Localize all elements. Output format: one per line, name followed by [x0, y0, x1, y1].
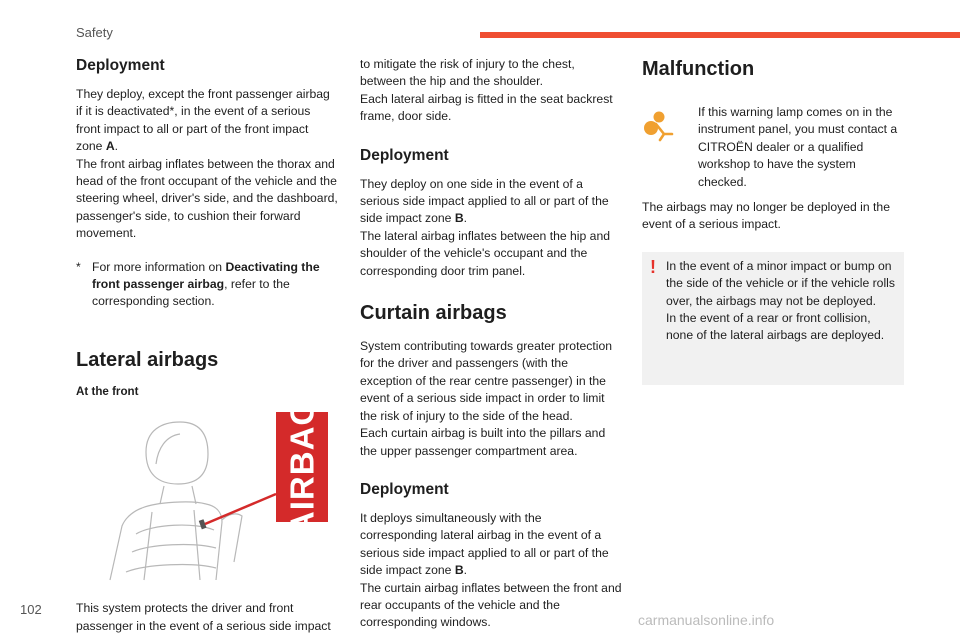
curtain-deploy-paragraph-2: The curtain airbag inflates between the front and rear occupants of the vehicle and the corresponding windows.: [360, 580, 622, 630]
malfunction-heading: Malfunction: [642, 58, 755, 80]
seat-airbag-illustration: [76, 399, 338, 590]
lateral-deploy-paragraph-2: The lateral airbag inflates between the hip and shoulder of the vehicle's occupant and the corresponding door trim panel.: [360, 228, 611, 278]
caution-box: [642, 252, 904, 385]
lateral-airbags-heading: Lateral airbags: [76, 348, 219, 371]
lateral-deploy-paragraph-1: They deploy on one side in the event of a serious side impact applied to all or part of the side impact zone B.: [360, 176, 609, 226]
deployment-heading: Deployment: [76, 57, 165, 74]
footnote-mark: *: [76, 259, 81, 274]
warning-lamp-row: [642, 104, 904, 191]
column-1: [76, 56, 338, 635]
page-number: 102: [20, 602, 42, 617]
airbag-label: AIRBAG: [283, 399, 321, 536]
deployment-paragraph-1: They deploy, except the front passenger airbag if it is deactivated*, in the event of a serious front impact to all or part of the front impact zone A.: [76, 87, 330, 154]
no-deploy-paragraph: The airbags may no longer be deployed in the event of a serious impact.: [642, 200, 890, 232]
curtain-paragraph-2: Each curtain airbag is built into the pillars and the upper passenger compartment area.: [360, 426, 606, 458]
watermark: carmanualsonline.info: [638, 612, 775, 628]
airbag-warning-lamp-icon: [642, 110, 676, 142]
curtain-deploy-paragraph-1: It deploys simultaneously with the corresponding lateral airbag in the event of a serious side impact applied to all or part of the side impact zone B.: [360, 510, 609, 578]
curtain-paragraph-1: System contributing towards greater protection for the driver and passengers (with the exception of the rear centre passenger) in the event of a serious side impact in order to limit the risk of injury to the side of the head.: [360, 339, 612, 423]
footnote-link-text: Deactivating the front passenger airbag: [92, 259, 320, 292]
zone-b-label-2: B: [454, 563, 464, 578]
caution-paragraph-1: In the event of a minor impact or bump on the side of the vehicle or if the vehicle rolls over, the airbags may not be deployed.: [666, 258, 895, 308]
header-accent-bar: [480, 32, 960, 38]
caution-paragraph-2: In the event of a rear or front collision, none of the lateral airbags are deployed.: [666, 311, 885, 343]
deployment-heading-3: Deployment: [360, 480, 449, 498]
lateral-continuation-2: Each lateral airbag is fitted in the seat backrest frame, door side.: [360, 91, 613, 124]
deployment-paragraph-2: The front airbag inflates between the thorax and head of the front occupant of the vehicle and the steering wheel, driver's side, and the dashboard, passenger's side, to cushion their forward movement.: [76, 156, 338, 241]
zone-a-label: A: [105, 139, 115, 154]
lateral-continuation-1: to mitigate the risk of injury to the chest, between the hip and the shoulder.: [360, 57, 575, 89]
curtain-airbags-heading: Curtain airbags: [360, 302, 507, 325]
system-protects-paragraph: This system protects the driver and front passenger in the event of a serious side impact: [76, 601, 331, 633]
caution-icon: !: [650, 256, 656, 277]
warning-lamp-text: If this warning lamp comes on in the instrument panel, you must contact a CITROËN dealer or a qualified workshop to have the system checked.: [698, 105, 898, 189]
zone-b-label: B: [454, 211, 464, 226]
section-title: Safety: [76, 25, 113, 40]
footnote: * For more information on Deactivating the front passenger airbag, refer to the corresponding section.: [76, 259, 320, 309]
at-the-front-subheading: At the front: [76, 384, 139, 398]
deployment-heading-2: Deployment: [360, 146, 449, 164]
column-3: [642, 56, 904, 385]
column-2: [360, 56, 622, 632]
